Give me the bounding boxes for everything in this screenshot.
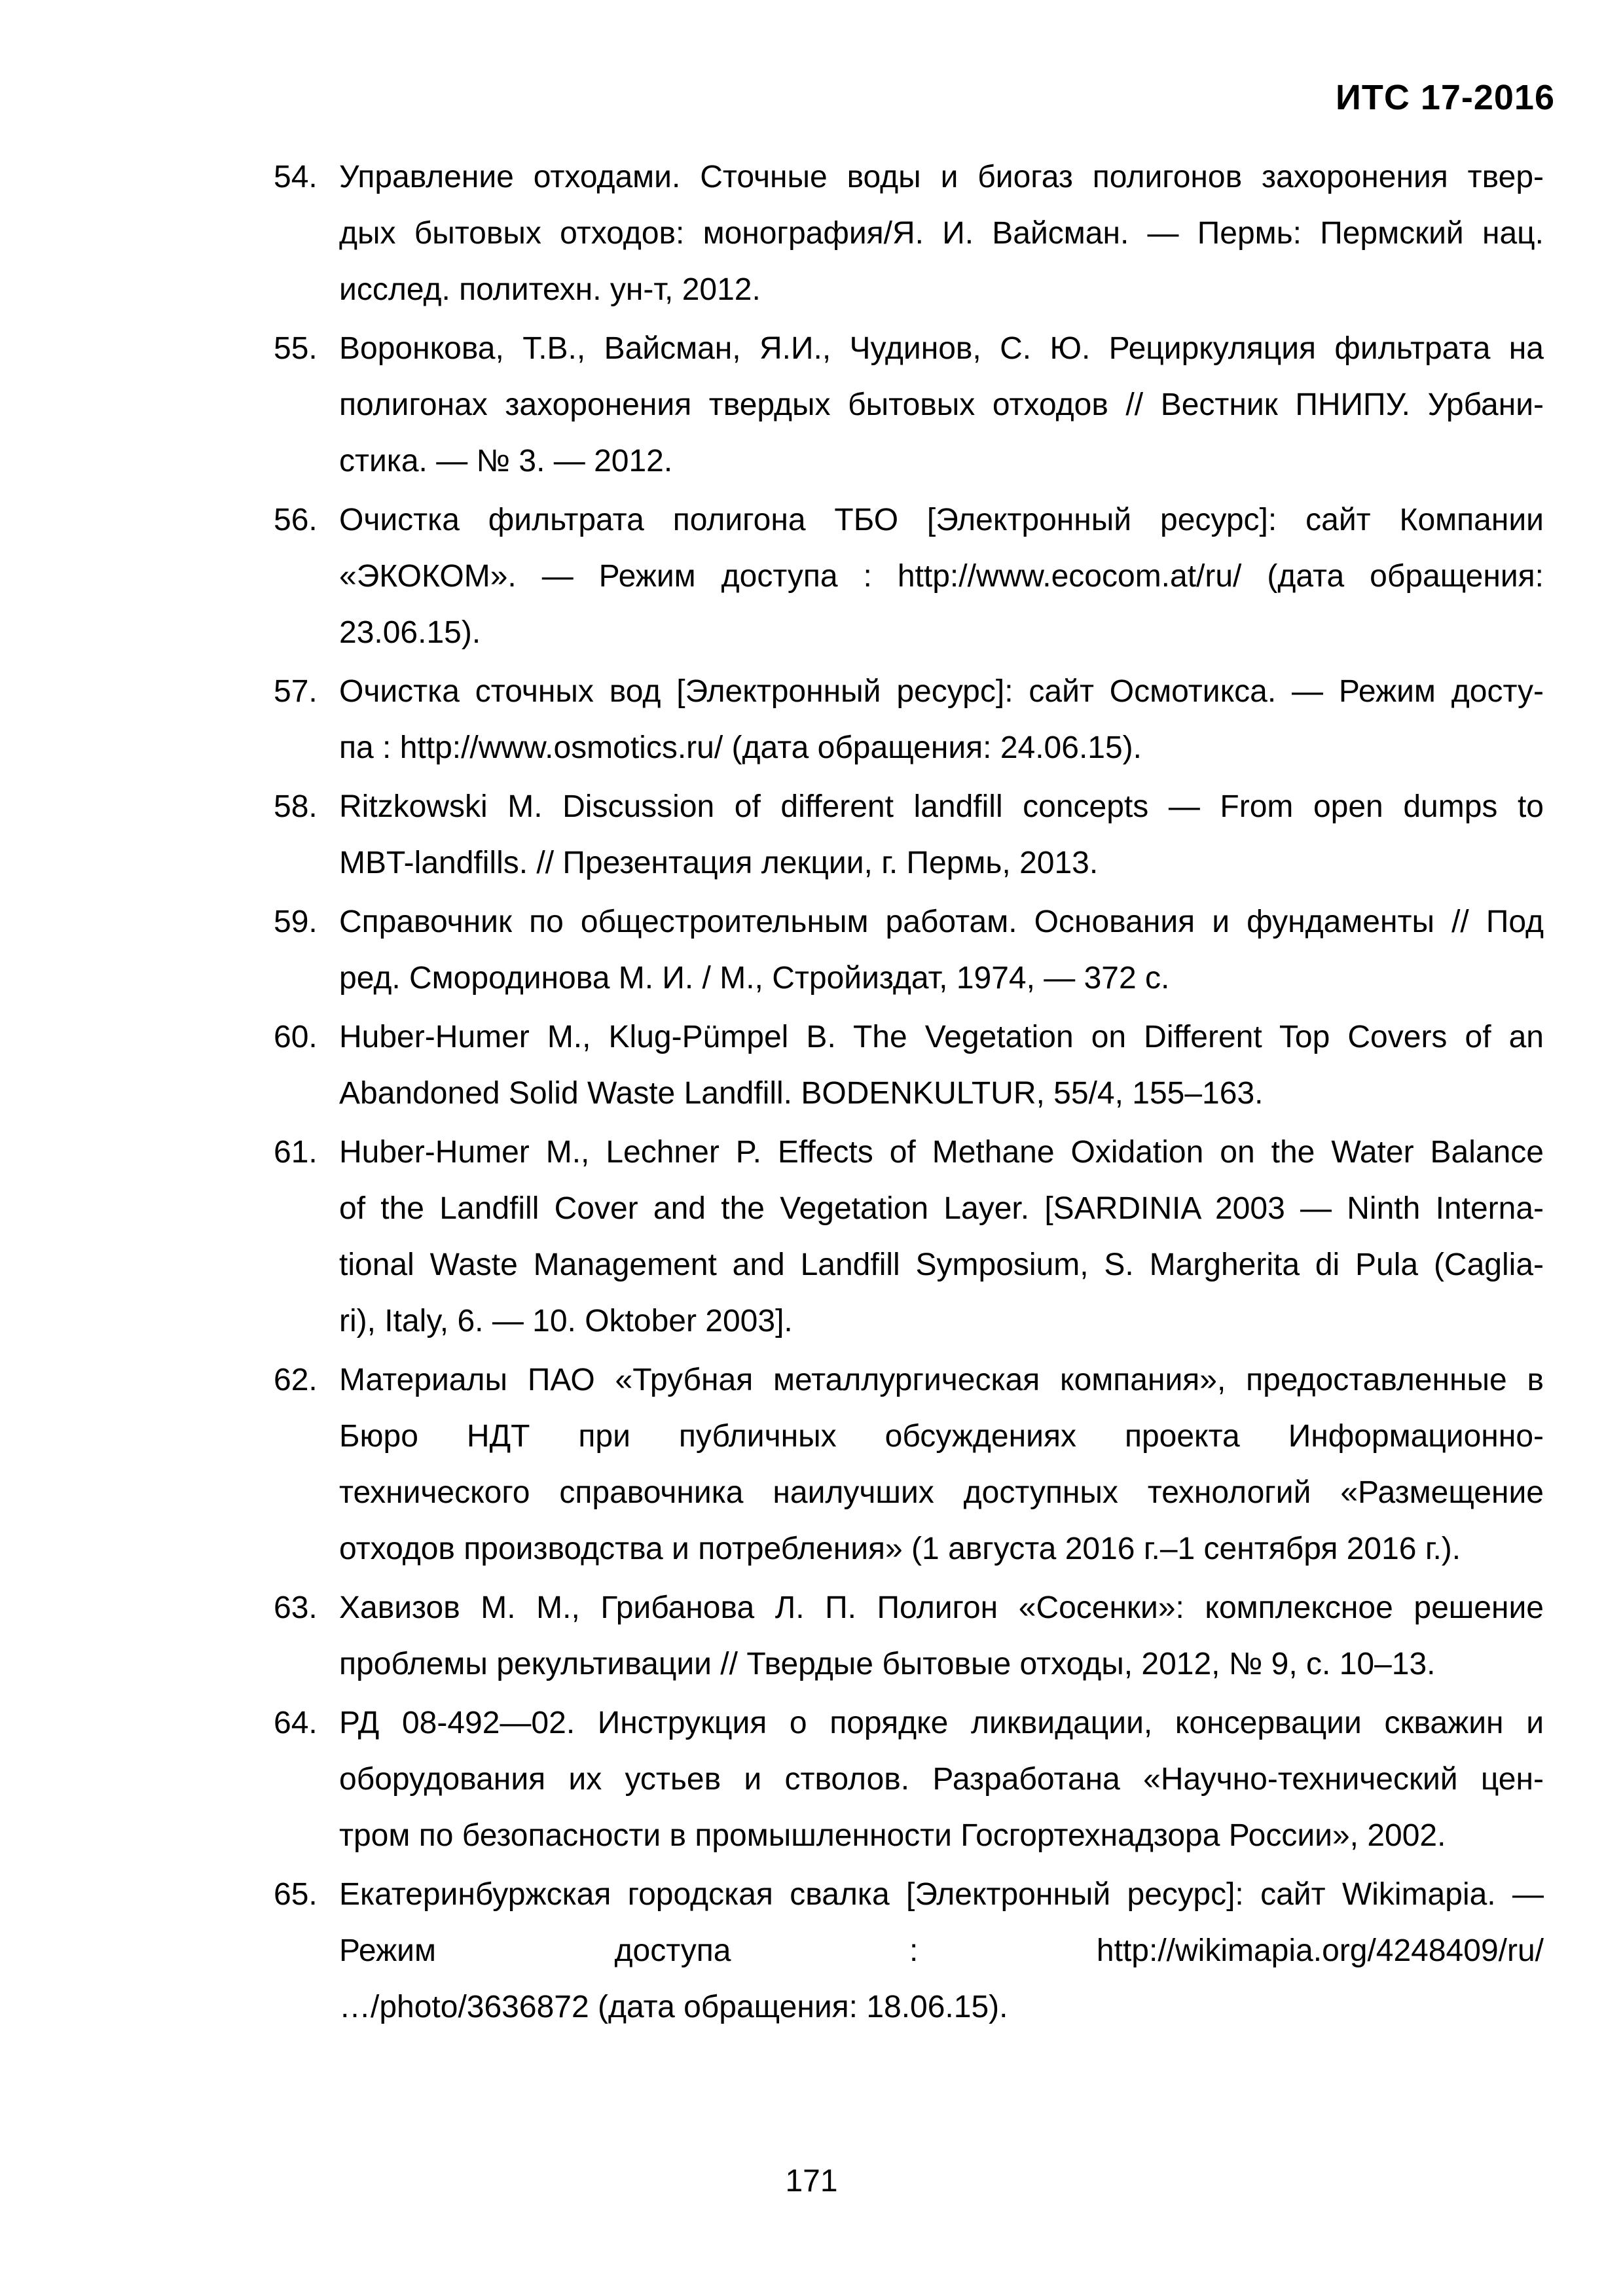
reference-line: Екатеринбуржская городская свалка [Электронный ресурс]: сайт Wikimapia. — xyxy=(339,1877,1544,1912)
reference-number: 61. xyxy=(274,1135,318,1170)
reference-number: 60. xyxy=(274,1020,318,1054)
reference-text xyxy=(339,149,1544,318)
reference-line: Режим доступа : http://wikimapia.org/4248409/ru/ xyxy=(339,1933,1544,1968)
reference-item xyxy=(274,149,1544,318)
reference-line: дых бытовых отходов: монография/Я. И. Вайсман. — Пермь: Пермский нац. xyxy=(339,216,1544,251)
reference-text xyxy=(339,492,1544,661)
reference-text xyxy=(339,664,1544,776)
reference-number: 55. xyxy=(274,331,318,366)
reference-number: 56. xyxy=(274,503,318,537)
reference-text xyxy=(339,321,1544,490)
reference-line: ri), Italy, 6. — 10. Oktober 2003]. xyxy=(339,1304,793,1338)
reference-line: стика. — № 3. — 2012. xyxy=(339,444,673,478)
reference-number: 63. xyxy=(274,1590,318,1625)
reference-number: 57. xyxy=(274,674,318,709)
reference-line: технического справочника наилучших доступных технологий «Размещение xyxy=(339,1475,1544,1510)
reference-item xyxy=(274,1695,1544,1864)
reference-line: Huber-Humer M., Klug-Pümpel B. The Vegetation on Different Top Covers of an xyxy=(339,1020,1544,1054)
reference-text xyxy=(339,894,1544,1007)
reference-item xyxy=(274,1124,1544,1350)
reference-text xyxy=(339,1009,1544,1122)
reference-line: оборудования их устьев и стволов. Разработана «Научно-технический цен- xyxy=(339,1762,1544,1797)
reference-text xyxy=(339,1352,1544,1577)
reference-line: тром по безопасности в промышленности Госгортехнадзора России», 2002. xyxy=(339,1818,1446,1853)
reference-line: полигонах захоронения твердых бытовых отходов // Вестник ПНИПУ. Урбани- xyxy=(339,387,1544,422)
reference-line: Хавизов М. М., Грибанова Л. П. Полигон «Сосенки»: комплексное решение xyxy=(339,1590,1544,1625)
reference-item xyxy=(274,1580,1544,1693)
reference-line: Справочник по общестроительным работам. Основания и фундаменты // Под xyxy=(339,905,1544,939)
reference-text xyxy=(339,1695,1544,1864)
reference-line: РД 08-492—02. Инструкция о порядке ликвидации, консервации скважин и xyxy=(339,1706,1544,1740)
reference-number: 59. xyxy=(274,905,318,939)
reference-line: Очистка сточных вод [Электронный ресурс]: сайт Осмотикса. — Режим досту- xyxy=(339,674,1544,709)
reference-line: Управление отходами. Сточные воды и биогаз полигонов захоронения твер- xyxy=(339,160,1544,194)
reference-item xyxy=(274,779,1544,891)
reference-number: 58. xyxy=(274,789,318,824)
reference-line: Материалы ПАО «Трубная металлургическая компания», предоставленные в xyxy=(339,1363,1544,1397)
reference-item xyxy=(274,492,1544,661)
reference-line: па : http://www.osmotics.ru/ (дата обращения: 24.06.15). xyxy=(339,730,1142,765)
reference-line: …/photo/3636872 (дата обращения: 18.06.15). xyxy=(339,1990,1008,2024)
reference-line: 23.06.15). xyxy=(339,615,481,650)
reference-list xyxy=(274,149,1544,2038)
reference-item xyxy=(274,1867,1544,2036)
reference-line: tional Waste Management and Landfill Symposium, S. Margherita di Pula (Caglia- xyxy=(339,1247,1544,1282)
reference-line: Бюро НДТ при публичных обсуждениях проекта Информационно- xyxy=(339,1419,1544,1454)
reference-item xyxy=(274,664,1544,776)
reference-line: Huber-Humer M., Lechner P. Effects of Methane Oxidation on the Water Balance xyxy=(339,1135,1544,1170)
document-code-header: ИТС 17-2016 xyxy=(1336,78,1555,117)
reference-item xyxy=(274,321,1544,490)
reference-text xyxy=(339,779,1544,891)
reference-number: 65. xyxy=(274,1877,318,1912)
reference-line: Воронкова, Т.В., Вайсман, Я.И., Чудинов, С. Ю. Рециркуляция фильтрата на xyxy=(339,331,1544,366)
reference-line: Abandoned Solid Waste Landfill. BODENKULTUR, 55/4, 155–163. xyxy=(339,1076,1264,1111)
reference-text xyxy=(339,1867,1544,2036)
reference-line: Очистка фильтрата полигона ТБО [Электронный ресурс]: сайт Компании xyxy=(339,503,1544,537)
reference-number: 62. xyxy=(274,1363,318,1397)
reference-line: исслед. политехн. ун-т, 2012. xyxy=(339,272,761,307)
reference-line: проблемы рекультивации // Твердые бытовые отходы, 2012, № 9, с. 10–13. xyxy=(339,1647,1436,1681)
reference-line: MBT-landfills. // Презентация лекции, г. Пермь, 2013. xyxy=(339,846,1099,880)
reference-line: of the Landfill Cover and the Vegetation Layer. [SARDINIA 2003 — Ninth Interna- xyxy=(339,1191,1544,1226)
reference-text xyxy=(339,1124,1544,1350)
reference-line: Ritzkowski M. Discussion of different landfill concepts — From open dumps to xyxy=(339,789,1544,824)
reference-item xyxy=(274,1352,1544,1577)
page-number: 171 xyxy=(785,2164,838,2198)
reference-number: 64. xyxy=(274,1706,318,1740)
reference-number: 54. xyxy=(274,160,318,194)
reference-text xyxy=(339,1580,1544,1693)
reference-item xyxy=(274,1009,1544,1122)
reference-line: «ЭКОКОМ». — Режим доступа : http://www.ecocom.at/ru/ (дата обращения: xyxy=(339,559,1544,594)
reference-line: ред. Смородинова М. И. / М., Стройиздат, 1974, — 372 с. xyxy=(339,961,1170,996)
reference-line: отходов производства и потребления» (1 августа 2016 г.–1 сентября 2016 г.). xyxy=(339,1532,1461,1566)
reference-item xyxy=(274,894,1544,1007)
